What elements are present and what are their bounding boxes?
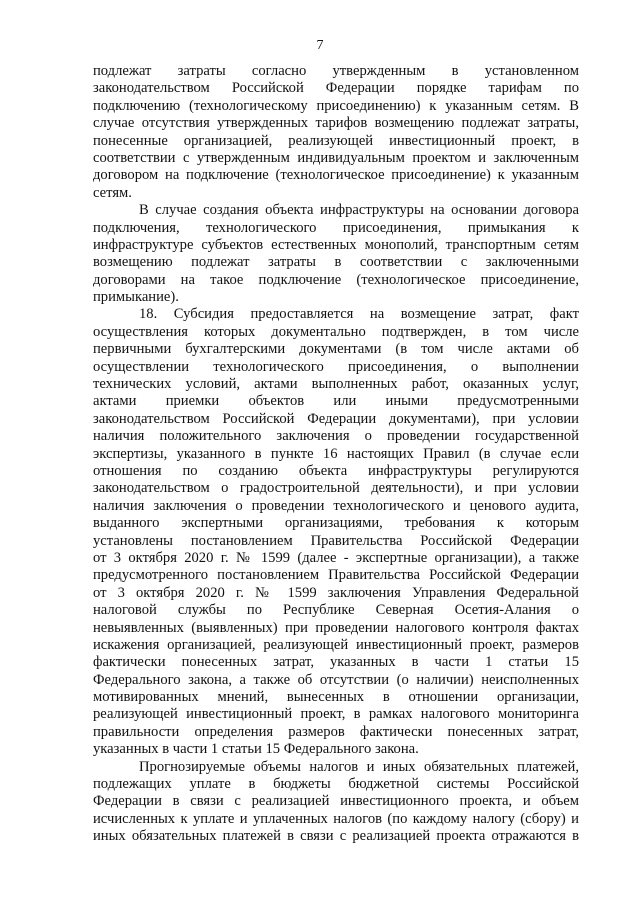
- text-line: случае отсутствия утвержденных тарифов возмещению подлежат затраты,: [93, 115, 579, 132]
- text-line: Прогнозируемые объемы налогов и иных обязательных платежей,: [139, 758, 579, 775]
- paragraph: [93, 63, 579, 202]
- paragraph: [93, 759, 579, 846]
- text-line: договорами на такое подключение (технологическое присоединение,: [93, 271, 579, 288]
- text-line: наличия положительного заключения о проведении государственной: [93, 428, 579, 445]
- text-line: выданного экспертными организациями, требования к которым: [93, 515, 579, 532]
- text-line: сетям.: [93, 184, 132, 201]
- text-line: осуществления которых документально подтвержден, в том числе: [93, 323, 579, 340]
- text-line: соответствии с утвержденным индивидуальным проектом и заключенным: [93, 149, 579, 166]
- text-line: исчисленных к уплате и уплаченных налогов (по каждому налогу (сбору) и: [93, 810, 579, 827]
- text-line: возмещению подлежат затраты в соответствии с заключенными: [93, 254, 579, 271]
- text-line: осуществлении технологического присоединения, о выполнении: [93, 358, 579, 375]
- text-line: В случае создания объекта инфраструктуры на основании договора: [139, 202, 579, 219]
- text-line: инфраструктуре субъектов естественных монополий, транспортным сетям: [93, 236, 579, 253]
- text-line: Федерации в связи с реализацией инвестиционного проекта, и объем: [93, 793, 579, 810]
- text-line: законодательством Российской Федерации документами), при условии: [93, 410, 579, 427]
- text-line: экспертизы, указанного в пункте 16 настоящих Правил (в случае если: [93, 445, 579, 462]
- text-line: налоговой службы по Республике Северная Осетия-Алания о: [93, 602, 579, 619]
- paragraph: [93, 306, 579, 758]
- text-line: Федерального закона, а также об отсутствии (о наличии) неисполненных: [93, 671, 579, 688]
- text-line: фактически понесенных затрат, указанных в части 1 статьи 15: [93, 654, 579, 671]
- text-line: первичными бухгалтерскими документами (в том числе актами об: [93, 341, 579, 358]
- text-line: подлежащих уплате в бюджеты бюджетной системы Российской: [93, 776, 579, 793]
- document-body: [93, 63, 579, 846]
- text-line: актами приемки объектов или иными предусмотренными: [93, 393, 579, 410]
- text-line: наличия заключения о проведении технологического и ценового аудита,: [93, 497, 579, 514]
- text-line: примыкание).: [93, 289, 179, 306]
- text-line: указанных в части 1 статьи 15 Федерального закона.: [93, 741, 419, 758]
- text-line: установлены постановлением Правительства Российской Федерации: [93, 532, 579, 549]
- text-line: законодательством о градостроительной деятельности), и при условии: [93, 480, 579, 497]
- text-line: от 3 октября 2020 г. № 1599 (далее - экспертные организации), а также: [93, 549, 579, 566]
- text-line: технических условий, актами выполненных работ, оказанных услуг,: [93, 376, 579, 393]
- text-line: иных обязательных платежей в связи с реализацией проекта отражаются в: [93, 828, 579, 845]
- text-line: подключения, технологического присоединения, примыкания к: [93, 219, 579, 236]
- text-line: договором на подключение (технологическое присоединение) к указанным: [93, 167, 579, 184]
- text-line: законодательством Российской Федерации порядке тарифам по: [93, 80, 579, 97]
- text-line: понесенные организацией, реализующей инвестиционный проект, в: [93, 132, 579, 149]
- paragraph: [93, 202, 579, 306]
- text-line: отношения по созданию объекта инфраструктуры регулируются: [93, 462, 579, 479]
- text-line: подключению (технологическому присоединению) к указанным сетям. В: [93, 97, 579, 114]
- page-number: 7: [316, 38, 324, 53]
- text-line: 18. Субсидия предоставляется на возмещение затрат, факт: [139, 306, 579, 323]
- text-line: мотивированных мнений, вынесенных в отношении организации,: [93, 689, 579, 706]
- text-line: невыявленных (выявленных) при проведении налогового контроля фактах: [93, 619, 579, 636]
- text-line: от 3 октября 2020 г. № 1599 заключения Управления Федеральной: [93, 584, 579, 601]
- text-line: правильности определения размеров фактически понесенных затрат,: [93, 723, 579, 740]
- text-line: предусмотренного постановлением Правительства Российской Федерации: [93, 567, 579, 584]
- text-line: подлежат затраты согласно утвержденным в установленном: [93, 63, 579, 79]
- text-line: искажения организацией, реализующей инвестиционный проект, размеров: [93, 636, 579, 653]
- text-line: реализующей инвестиционный проект, в рамках налогового мониторинга: [93, 706, 579, 723]
